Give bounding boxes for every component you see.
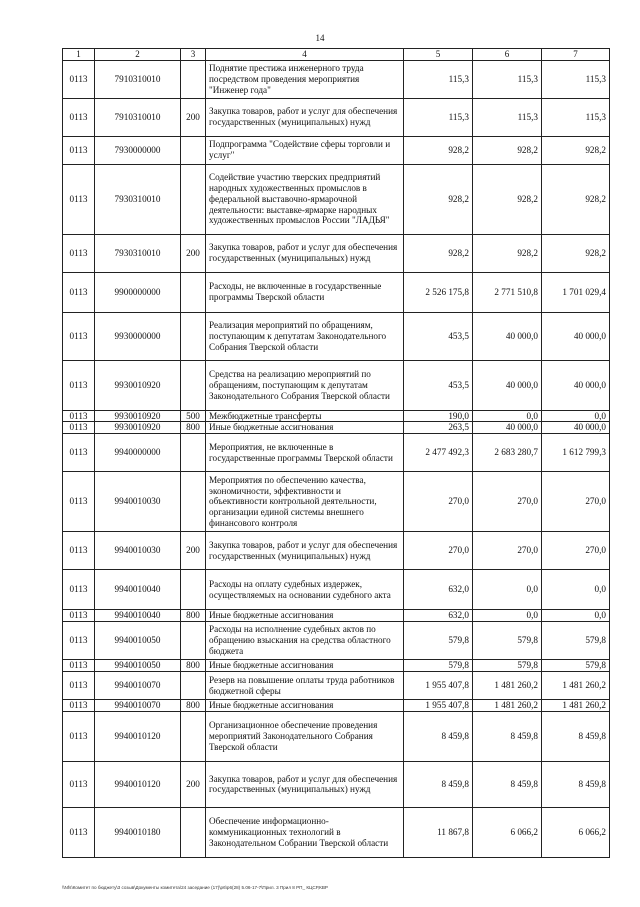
column-header: 5 — [404, 49, 473, 61]
item-name-cell: Закупка товаров, работ и услуг для обеспечения государственных (муниципальных) нужд — [206, 98, 404, 136]
target-code-cell: 9900000000 — [95, 272, 181, 312]
expense-type-cell: 800 — [181, 610, 206, 622]
table-row — [63, 807, 610, 857]
table-row — [63, 312, 610, 360]
expense-type-cell — [181, 622, 206, 660]
expense-type-cell: 200 — [181, 98, 206, 136]
section-cell: 0113 — [63, 234, 95, 272]
target-code-cell: 9940010070 — [95, 672, 181, 700]
item-name-cell: Закупка товаров, работ и услуг для обеспечения государственных (муниципальных) нужд — [206, 234, 404, 272]
amount-col7-cell: 0,0 — [542, 410, 610, 422]
amount-col6-cell: 579,8 — [473, 622, 542, 660]
amount-col6-cell: 928,2 — [473, 234, 542, 272]
item-name-cell: Мероприятия по обеспечению качества, экономичности, эффективности и объективности контрольной деятельности, организации единой системы внешнего финансового контроля — [206, 472, 404, 532]
amount-col6-cell: 40 000,0 — [473, 422, 542, 434]
expense-type-cell: 200 — [181, 234, 206, 272]
amount-col6-cell: 0,0 — [473, 570, 542, 610]
amount-col7-cell: 8 459,8 — [542, 761, 610, 807]
item-name-cell: Обеспечение информационно-коммуникационных технологий в Законодательном Собрании Тверской области — [206, 807, 404, 857]
amount-col5-cell: 1 955 407,8 — [404, 700, 473, 712]
column-header: 6 — [473, 49, 542, 61]
section-cell: 0113 — [63, 660, 95, 672]
amount-col7-cell: 1 612 799,3 — [542, 434, 610, 472]
amount-col5-cell: 579,8 — [404, 622, 473, 660]
table-row — [63, 272, 610, 312]
section-cell: 0113 — [63, 711, 95, 761]
amount-col7-cell: 6 066,2 — [542, 807, 610, 857]
item-name-cell: Межбюджетные трансферты — [206, 410, 404, 422]
amount-col7-cell: 579,8 — [542, 622, 610, 660]
table-row — [63, 234, 610, 272]
file-path-footer: \\Nfs\Комитет по бюджету\3 созыв\Документы комитета\24 заседание (17)\р6\р6(28) 5.06-17-7\Прил. 3 Прил 8 РП_ КЦСР,КВР — [62, 885, 328, 890]
amount-col7-cell: 579,8 — [542, 660, 610, 672]
expense-type-cell — [181, 672, 206, 700]
target-code-cell: 7930000000 — [95, 136, 181, 164]
amount-col6-cell: 8 459,8 — [473, 761, 542, 807]
amount-col6-cell: 0,0 — [473, 610, 542, 622]
amount-col6-cell: 1 481 260,2 — [473, 700, 542, 712]
table-row — [63, 60, 610, 98]
item-name-cell: Расходы на исполнение судебных актов по обращению взыскания на средства областного бюджета — [206, 622, 404, 660]
amount-col7-cell: 40 000,0 — [542, 422, 610, 434]
table-row — [63, 98, 610, 136]
expense-type-cell — [181, 472, 206, 532]
expense-type-cell — [181, 434, 206, 472]
target-code-cell: 9930010920 — [95, 422, 181, 434]
amount-col7-cell: 40 000,0 — [542, 360, 610, 410]
amount-col5-cell: 2 477 492,3 — [404, 434, 473, 472]
column-header: 4 — [206, 49, 404, 61]
page-number: 14 — [315, 33, 325, 43]
amount-col7-cell: 1 481 260,2 — [542, 700, 610, 712]
amount-col5-cell: 8 459,8 — [404, 761, 473, 807]
target-code-cell: 9940010040 — [95, 610, 181, 622]
amount-col6-cell: 2 683 280,7 — [473, 434, 542, 472]
amount-col6-cell: 6 066,2 — [473, 807, 542, 857]
target-code-cell: 7930310010 — [95, 164, 181, 234]
amount-col7-cell: 928,2 — [542, 164, 610, 234]
expense-type-cell — [181, 60, 206, 98]
section-cell: 0113 — [63, 312, 95, 360]
amount-col7-cell: 1 481 260,2 — [542, 672, 610, 700]
item-name-cell: Иные бюджетные ассигнования — [206, 422, 404, 434]
target-code-cell: 9940010180 — [95, 807, 181, 857]
expense-type-cell — [181, 312, 206, 360]
table-row — [63, 761, 610, 807]
expense-type-cell: 200 — [181, 761, 206, 807]
target-code-cell: 9940010070 — [95, 700, 181, 712]
amount-col6-cell: 1 481 260,2 — [473, 672, 542, 700]
table-row — [63, 660, 610, 672]
section-cell: 0113 — [63, 532, 95, 570]
table-row — [63, 570, 610, 610]
amount-col6-cell: 579,8 — [473, 660, 542, 672]
amount-col6-cell: 40 000,0 — [473, 312, 542, 360]
amount-col5-cell: 632,0 — [404, 610, 473, 622]
column-header: 7 — [542, 49, 610, 61]
amount-col5-cell: 2 526 175,8 — [404, 272, 473, 312]
amount-col7-cell: 0,0 — [542, 570, 610, 610]
amount-col5-cell: 1 955 407,8 — [404, 672, 473, 700]
amount-col5-cell: 453,5 — [404, 312, 473, 360]
section-cell: 0113 — [63, 60, 95, 98]
section-cell: 0113 — [63, 807, 95, 857]
amount-col6-cell: 928,2 — [473, 164, 542, 234]
item-name-cell: Организационное обеспечение проведения мероприятий Законодательного Собрания Тверской области — [206, 711, 404, 761]
expense-type-cell — [181, 360, 206, 410]
item-name-cell: Закупка товаров, работ и услуг для обеспечения государственных (муниципальных) нужд — [206, 761, 404, 807]
item-name-cell: Иные бюджетные ассигнования — [206, 700, 404, 712]
amount-col5-cell: 11 867,8 — [404, 807, 473, 857]
amount-col6-cell: 115,3 — [473, 60, 542, 98]
target-code-cell: 9940010120 — [95, 761, 181, 807]
item-name-cell: Иные бюджетные ассигнования — [206, 610, 404, 622]
amount-col5-cell: 115,3 — [404, 60, 473, 98]
section-cell: 0113 — [63, 761, 95, 807]
item-name-cell: Мероприятия, не включенные в государственные программы Тверской области — [206, 434, 404, 472]
amount-col6-cell: 40 000,0 — [473, 360, 542, 410]
expense-type-cell: 200 — [181, 532, 206, 570]
item-name-cell: Средства на реализацию мероприятий по обращениям, поступающим к депутатам Законодательного Собрания Тверской области — [206, 360, 404, 410]
expense-type-cell — [181, 272, 206, 312]
target-code-cell: 9940010030 — [95, 532, 181, 570]
target-code-cell: 9940010120 — [95, 711, 181, 761]
amount-col6-cell: 2 771 510,8 — [473, 272, 542, 312]
header-row — [63, 49, 610, 61]
amount-col7-cell: 115,3 — [542, 60, 610, 98]
amount-col6-cell: 0,0 — [473, 410, 542, 422]
table-row — [63, 410, 610, 422]
amount-col7-cell: 40 000,0 — [542, 312, 610, 360]
section-cell: 0113 — [63, 98, 95, 136]
amount-col7-cell: 1 701 029,4 — [542, 272, 610, 312]
section-cell: 0113 — [63, 272, 95, 312]
amount-col7-cell: 8 459,8 — [542, 711, 610, 761]
item-name-cell: Закупка товаров, работ и услуг для обеспечения государственных (муниципальных) нужд — [206, 532, 404, 570]
amount-col6-cell: 270,0 — [473, 532, 542, 570]
expense-type-cell: 800 — [181, 422, 206, 434]
section-cell: 0113 — [63, 136, 95, 164]
table-body — [63, 60, 610, 857]
amount-col5-cell: 263,5 — [404, 422, 473, 434]
table-row — [63, 700, 610, 712]
budget-table — [62, 48, 610, 858]
table-row — [63, 610, 610, 622]
amount-col5-cell: 270,0 — [404, 472, 473, 532]
section-cell: 0113 — [63, 472, 95, 532]
target-code-cell: 9940010050 — [95, 660, 181, 672]
target-code-cell: 9930010920 — [95, 410, 181, 422]
item-name-cell: Расходы, не включенные в государственные программы Тверской области — [206, 272, 404, 312]
item-name-cell: Поднятие престижа инженерного труда посредством проведения мероприятия "Инженер года" — [206, 60, 404, 98]
column-header: 3 — [181, 49, 206, 61]
section-cell: 0113 — [63, 434, 95, 472]
table-row — [63, 622, 610, 660]
amount-col5-cell: 453,5 — [404, 360, 473, 410]
amount-col7-cell: 928,2 — [542, 136, 610, 164]
target-code-cell: 9940000000 — [95, 434, 181, 472]
expense-type-cell: 500 — [181, 410, 206, 422]
target-code-cell: 9930010920 — [95, 360, 181, 410]
table-row — [63, 472, 610, 532]
amount-col6-cell: 270,0 — [473, 472, 542, 532]
table-row — [63, 164, 610, 234]
amount-col7-cell: 115,3 — [542, 98, 610, 136]
expense-type-cell — [181, 570, 206, 610]
amount-col5-cell: 632,0 — [404, 570, 473, 610]
expense-type-cell — [181, 807, 206, 857]
item-name-cell: Резерв на повышение оплаты труда работников бюджетной сферы — [206, 672, 404, 700]
section-cell: 0113 — [63, 164, 95, 234]
amount-col5-cell: 8 459,8 — [404, 711, 473, 761]
amount-col7-cell: 270,0 — [542, 532, 610, 570]
target-code-cell: 9940010050 — [95, 622, 181, 660]
target-code-cell: 9940010040 — [95, 570, 181, 610]
column-header: 1 — [63, 49, 95, 61]
item-name-cell: Расходы на оплату судебных издержек, осуществляемых на основании судебного акта — [206, 570, 404, 610]
amount-col6-cell: 8 459,8 — [473, 711, 542, 761]
target-code-cell: 9930000000 — [95, 312, 181, 360]
amount-col5-cell: 928,2 — [404, 234, 473, 272]
table-row — [63, 136, 610, 164]
section-cell: 0113 — [63, 700, 95, 712]
item-name-cell: Иные бюджетные ассигнования — [206, 660, 404, 672]
target-code-cell: 7910310010 — [95, 98, 181, 136]
amount-col7-cell: 0,0 — [542, 610, 610, 622]
expense-type-cell — [181, 711, 206, 761]
amount-col7-cell: 928,2 — [542, 234, 610, 272]
amount-col5-cell: 579,8 — [404, 660, 473, 672]
expense-type-cell — [181, 164, 206, 234]
amount-col5-cell: 190,0 — [404, 410, 473, 422]
amount-col7-cell: 270,0 — [542, 472, 610, 532]
expense-type-cell — [181, 136, 206, 164]
section-cell: 0113 — [63, 622, 95, 660]
expense-type-cell: 800 — [181, 700, 206, 712]
section-cell: 0113 — [63, 610, 95, 622]
item-name-cell: Содействие участию тверских предприятий народных художественных промыслов в федеральной выставочно-ярмарочной деятельности: выставке-ярмарке народных художественных промыслов России "ЛАДЬЯ" — [206, 164, 404, 234]
table-row — [63, 422, 610, 434]
column-header: 2 — [95, 49, 181, 61]
expense-type-cell: 800 — [181, 660, 206, 672]
target-code-cell: 7930310010 — [95, 234, 181, 272]
target-code-cell: 9940010030 — [95, 472, 181, 532]
section-cell: 0113 — [63, 570, 95, 610]
table-row — [63, 434, 610, 472]
section-cell: 0113 — [63, 672, 95, 700]
section-cell: 0113 — [63, 410, 95, 422]
target-code-cell: 7910310010 — [95, 60, 181, 98]
amount-col5-cell: 928,2 — [404, 136, 473, 164]
table-row — [63, 360, 610, 410]
amount-col6-cell: 115,3 — [473, 98, 542, 136]
item-name-cell: Подпрограмма "Содействие сферы торговли и услуг" — [206, 136, 404, 164]
amount-col5-cell: 928,2 — [404, 164, 473, 234]
section-cell: 0113 — [63, 360, 95, 410]
item-name-cell: Реализация мероприятий по обращениям, поступающим к депутатам Законодательного Собрания Тверской области — [206, 312, 404, 360]
amount-col6-cell: 928,2 — [473, 136, 542, 164]
section-cell: 0113 — [63, 422, 95, 434]
amount-col5-cell: 115,3 — [404, 98, 473, 136]
table-row — [63, 711, 610, 761]
table-row — [63, 672, 610, 700]
amount-col5-cell: 270,0 — [404, 532, 473, 570]
table-row — [63, 532, 610, 570]
